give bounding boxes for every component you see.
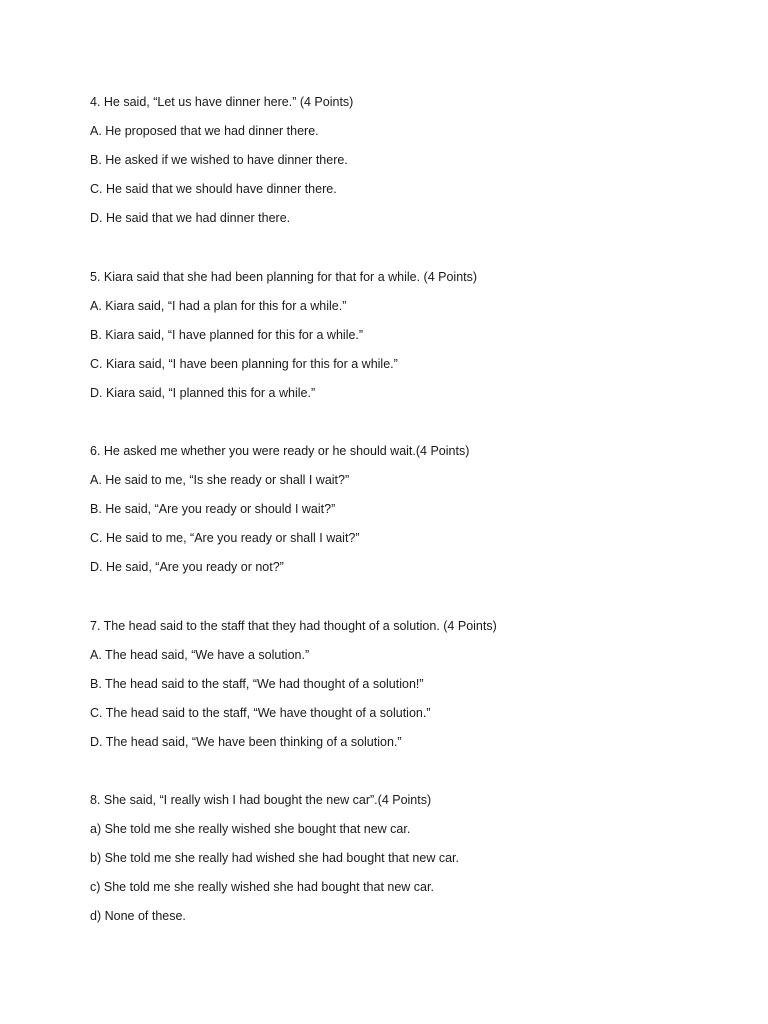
question-prompt: 7. The head said to the staff that they had thought of a solution. (4 Points) — [90, 619, 497, 633]
question-prompt: 5. Kiara said that she had been planning for that for a while. (4 Points) — [90, 270, 478, 284]
answer-option-d: D. Kiara said, “I planned this for a while.” — [90, 386, 316, 400]
answer-option-a: A. He said to me, “Is she ready or shall I wait?” — [90, 473, 350, 487]
answer-option-d: D. He said that we had dinner there. — [90, 211, 291, 225]
answer-option-b: B. The head said to the staff, “We had thought of a solution!” — [90, 677, 424, 691]
answer-option-d: D. He said, “Are you ready or not?” — [90, 560, 284, 574]
answer-option-c: C. He said that we should have dinner there. — [90, 182, 337, 196]
answer-option-a: A. Kiara said, “I had a plan for this for a while.” — [90, 299, 347, 313]
answer-option-c: c) She told me she really wished she had bought that new car. — [90, 880, 434, 894]
answer-option-b: b) She told me she really had wished she had bought that new car. — [90, 851, 459, 865]
answer-option-d: D. The head said, “We have been thinking of a solution.” — [90, 735, 402, 749]
answer-option-b: B. He said, “Are you ready or should I wait?” — [90, 502, 336, 516]
question-8 — [90, 792, 730, 937]
answer-option-c: C. Kiara said, “I have been planning for this for a while.” — [90, 357, 398, 371]
answer-option-c: C. He said to me, “Are you ready or shall I wait?” — [90, 531, 360, 545]
question-prompt: 4. He said, “Let us have dinner here.” (4 Points) — [90, 95, 354, 109]
answer-option-a: a) She told me she really wished she bought that new car. — [90, 822, 411, 836]
question-4 — [90, 94, 730, 239]
answer-option-a: A. The head said, “We have a solution.” — [90, 648, 310, 662]
answer-option-c: C. The head said to the staff, “We have thought of a solution.” — [90, 706, 431, 720]
answer-option-d: d) None of these. — [90, 909, 186, 923]
question-6 — [90, 443, 730, 588]
question-7 — [90, 618, 730, 763]
answer-option-b: B. Kiara said, “I have planned for this for a while.” — [90, 328, 364, 342]
answer-option-b: B. He asked if we wished to have dinner there. — [90, 153, 348, 167]
question-prompt: 6. He asked me whether you were ready or he should wait.(4 Points) — [90, 444, 470, 458]
answer-option-a: A. He proposed that we had dinner there. — [90, 124, 319, 138]
question-prompt: 8. She said, “I really wish I had bought the new car”.(4 Points) — [90, 793, 432, 807]
question-5 — [90, 269, 730, 414]
